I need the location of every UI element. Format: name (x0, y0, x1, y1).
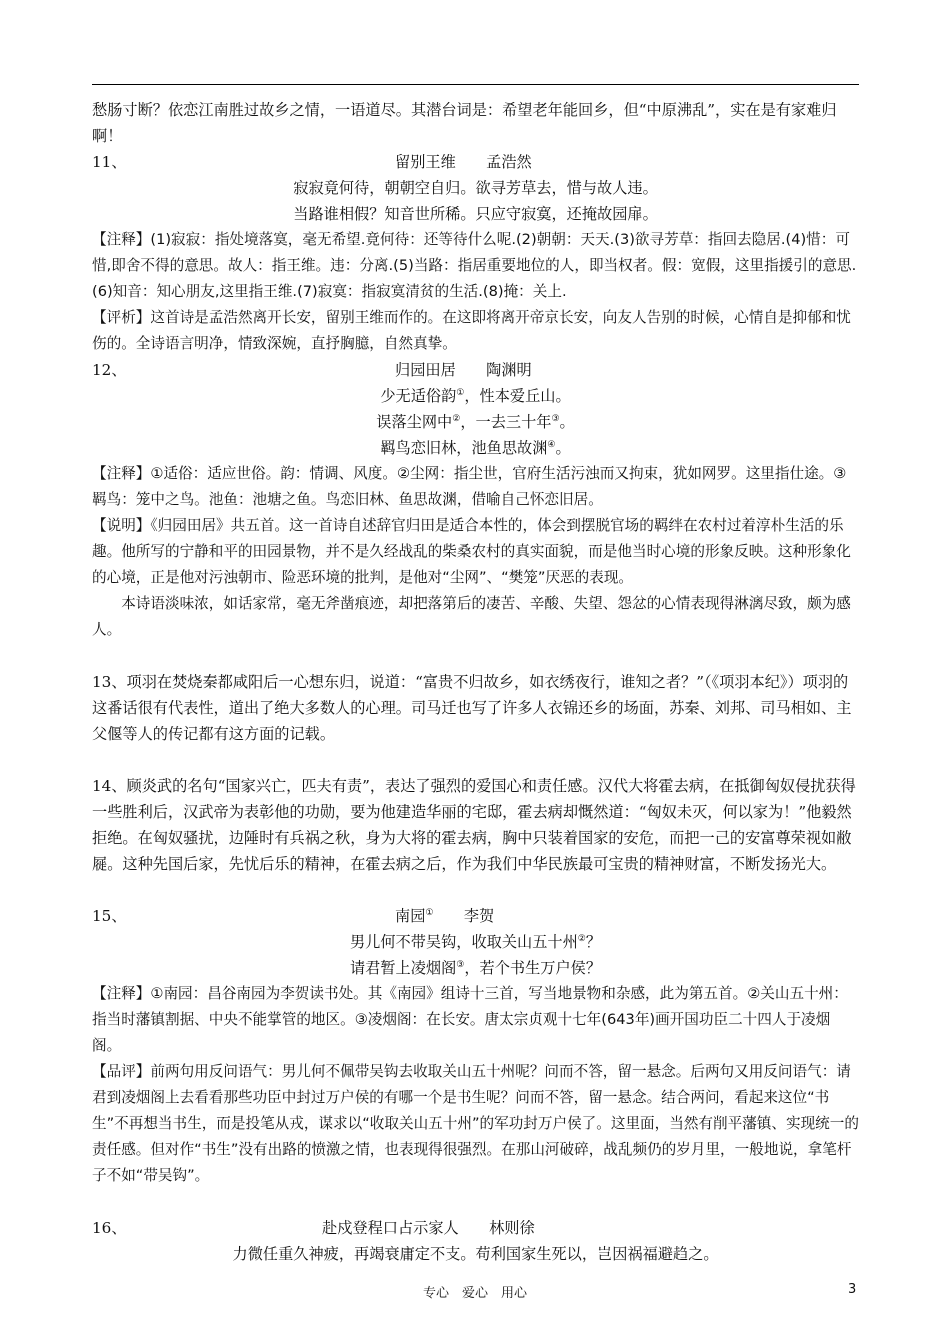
item-number: 16、 (92, 1219, 127, 1237)
review: 【品评】前两句用反问语气：男儿何不佩带吴钩去收取关山五十州呢？问而不答，留一悬念。后两句又用反问语气：请君到凌烟阁上去看看那些功臣中封过万户侯的有哪一个是书生呢？问而不答，留一悬念。结合两问，看起来这位“书生”不再想当书生，而是投笔从戎，谋求以“收取关山五十州”的军功封万户侯了。这里面，当然有削平藩镇、实现统一的责任感。但对作“书生”没有出路的愤激之情，也表现得很强烈。在那山河破碎，战乱频仍的岁月里，一般地说，拿笔杆子不如“带吴钩”。 (92, 1063, 859, 1184)
commentary: 【评析】这首诗是孟浩然离开长安，留别王维而作的。在这即将离开帝京长安，向友人告别的时候，心情自是抑郁和忧伤的。全诗语言明净，情致深婉，直抒胸臆，自然真挚。 (92, 309, 851, 352)
footer-motto: 专心 爱心 用心 (422, 1286, 527, 1301)
poem-line: 误落尘网中②，一去三十年③。 (376, 413, 575, 431)
item-number: 12、 (92, 361, 127, 379)
poem-line: 男儿何不带吴钩，收取关山五十州②？ (349, 933, 602, 951)
item-number: 15、 (92, 907, 127, 925)
annotation: 【注释】(1)寂寂：指处境落寞，毫无希望.竟何待：还等待什么呢.(2)朝朝：天天.(3)欲寻芳草：指回去隐居.(4)惜：可惜,即舍不得的意思。故人：指王维。违：分离.(5)当路：指居重要地位的人，即当权者。假：宽假，这里指援引的意思.(6)知音：知心朋友,这里指王维.(7)寂寞：指寂寞清贫的生活.(8)掩：关上. (92, 231, 857, 300)
poem-title: 南园① 李贺 (395, 907, 495, 925)
poem-title: 赴戍登程口占示家人 林则徐 (322, 1219, 535, 1237)
poem-11-heading (92, 149, 859, 175)
explanation: 【说明】《归园田居》共五首。这一首诗自述辞官归田是适合本性的，体会到摆脱官场的羁绊在农村过着淳朴生活的乐趣。他所写的宁静和平的田园景物，并不是久经战乱的柴桑农村的真实面貌，而是他当时心境的形象反映。这种形象化的心境，正是他对污浊朝市、险恶环境的批判，是他对“尘网”、“樊笼”厌恶的表现。 (92, 517, 851, 586)
document-body (92, 97, 859, 1267)
poem-15-heading (92, 903, 859, 929)
paragraph-top: 愁肠寸断？依恋江南胜过故乡之情，一语道尽。其潜台词是：希望老年能回乡，但“中原沸乱”，实在是有家难归啊！ (92, 101, 837, 145)
poem-title: 归园田居 陶渊明 (395, 361, 532, 379)
explanation-cont: 本诗语淡味浓，如话家常，毫无斧凿痕迹，却把落第后的凄苦、辛酸、失望、怨忿的心情表现得淋漓尽致，颇为感人。 (92, 595, 851, 638)
paragraph-14: 14、顾炎武的名句“国家兴亡，匹夫有责”，表达了强烈的爱国心和责任感。汉代大将霍去病，在抵御匈奴侵扰获得一些胜利后，汉武帝为表彰他的功勋，要为他建造华丽的宅邸，霍去病却慨然道：“匈奴未灭，何以家为！”他毅然拒绝。在匈奴骚扰，边陲时有兵祸之秋，身为大将的霍去病，胸中只装着国家的安危，而把一己的安富尊荣视如敝屣。这种先国后家，先忧后乐的精神，在霍去病之后，作为我们中华民族最可宝贵的精神财富，不断发扬光大。 (92, 777, 856, 873)
poem-line: 请君暂上凌烟阁③，若个书生万户侯？ (349, 959, 602, 977)
annotation: 【注释】①南园：昌谷南园为李贺读书处。其《南园》组诗十三首，写当地景物和杂感，此为第五首。②关山五十州：指当时藩镇割据、中央不能掌管的地区。③凌烟阁：在长安。唐太宗贞观十七年(643年)画开国功臣二十四人于凌烟阁。 (92, 985, 848, 1054)
poem-16-heading (92, 1215, 859, 1241)
header-rule (92, 84, 859, 85)
poem-line: 寂寂竟何待，朝朝空自归。欲寻芳草去，惜与故人违。 (293, 179, 658, 197)
poem-12-heading (92, 357, 859, 383)
annotation: 【注释】①适俗：适应世俗。韵：情调、风度。②尘网：指尘世，官府生活污浊而又拘束，犹如网罗。这里指仕途。③羁鸟：笼中之鸟。池鱼：池塘之鱼。鸟恋旧林、鱼思故渊，借喻自己怀恋旧居。 (92, 465, 847, 508)
poem-line: 少无适俗韵①，性本爱丘山。 (380, 387, 571, 405)
item-number: 11、 (92, 153, 127, 171)
poem-title: 留别王维 孟浩然 (395, 153, 532, 171)
page-number: 3 (848, 1282, 857, 1297)
paragraph-13: 13、项羽在焚烧秦都咸阳后一心想东归，说道：“富贵不归故乡，如衣绣夜行，谁知之者？”（《项羽本纪》）项羽的这番话很有代表性，道出了绝大多数人的心理。司马迁也写了许多人衣锦还乡的场面，苏秦、刘邦、司马相如、主父偃等人的传记都有这方面的记载。 (92, 673, 852, 743)
poem-line: 力微任重久神疲，再竭衰庸定不支。苟利国家生死以，岂因祸福避趋之。 (232, 1245, 719, 1263)
poem-line: 羁鸟恋旧林，池鱼思故渊④。 (380, 439, 571, 457)
poem-line: 当路谁相假？知音世所稀。只应守寂寞，还掩故园扉。 (293, 205, 658, 223)
